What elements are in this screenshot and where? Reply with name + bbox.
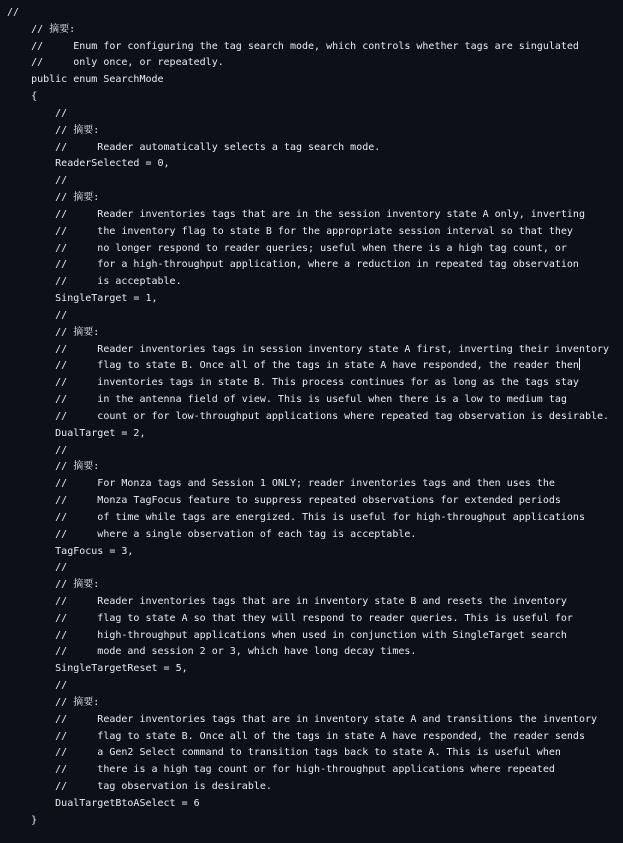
code-line-text: TagFocus = 3,	[7, 545, 134, 557]
code-line-text: // 摘要:	[7, 23, 76, 35]
code-line-text: ReaderSelected = 0,	[7, 158, 170, 170]
code-line[interactable]	[0, 779, 623, 796]
code-line-text: // 摘要:	[7, 192, 100, 204]
code-line[interactable]	[0, 392, 623, 409]
code-line[interactable]	[0, 224, 623, 241]
code-line-text: // high-throughput applications when used in conjunction with SingleTarget search	[7, 629, 567, 641]
code-line[interactable]	[0, 459, 623, 476]
code-line-text: }	[7, 814, 38, 826]
code-line[interactable]	[0, 140, 623, 157]
code-line[interactable]	[0, 342, 623, 359]
code-line-text: // no longer respond to reader queries; useful when there is a high tag count, or	[7, 242, 567, 254]
code-line-text: // count or for low-throughput applications where repeated tag observation is desirable.	[7, 410, 610, 422]
code-line[interactable]	[0, 5, 623, 22]
code-line[interactable]	[0, 813, 623, 830]
code-line-text: // in the antenna field of view. This is useful when there is a low to medium tag	[7, 394, 567, 406]
code-line-text: DualTarget = 2,	[7, 427, 146, 439]
code-line[interactable]	[0, 72, 623, 89]
code-line-text: // Reader inventories tags that are in the session inventory state A only, inverting	[7, 208, 585, 220]
code-line[interactable]	[0, 358, 623, 375]
code-line-text: //	[7, 680, 68, 692]
code-line-text: //	[7, 562, 68, 574]
code-line-text: //	[7, 444, 68, 456]
code-line-text: // 摘要:	[7, 124, 100, 136]
code-line[interactable]	[0, 493, 623, 510]
code-line-text: // For Monza tags and Session 1 ONLY; reader inventories tags and then uses the	[7, 478, 555, 490]
code-line-text: // Reader inventories tags in session inventory state A first, inverting their inventory	[7, 343, 610, 355]
code-line-text: // for a high-throughput application, where a reduction in repeated tag observation	[7, 259, 579, 271]
code-line[interactable]	[0, 22, 623, 39]
code-line[interactable]	[0, 762, 623, 779]
code-line[interactable]	[0, 611, 623, 628]
code-line[interactable]	[0, 476, 623, 493]
code-line-text: //	[7, 309, 68, 321]
code-line[interactable]	[0, 106, 623, 123]
code-line-text: // flag to state B. Once all of the tags in state A have responded, the reader sends	[7, 730, 585, 742]
code-line-text: // only once, or repeatedly.	[7, 57, 224, 69]
code-line-text: // Reader inventories tags that are in inventory state B and resets the inventory	[7, 595, 567, 607]
code-line[interactable]	[0, 796, 623, 813]
code-line-text: // inventories tags in state B. This process continues for as long as the tags stay	[7, 377, 579, 389]
code-line-text: //	[7, 175, 68, 187]
code-line[interactable]	[0, 678, 623, 695]
code-line[interactable]	[0, 712, 623, 729]
code-line[interactable]	[0, 443, 623, 460]
code-line-text: // 摘要:	[7, 461, 100, 473]
code-line[interactable]	[0, 55, 623, 72]
code-line[interactable]	[0, 257, 623, 274]
code-line-text: // of time while tags are energized. This is useful for high-throughput applications	[7, 511, 585, 523]
code-line[interactable]	[0, 241, 623, 258]
code-line-text: public enum SearchMode	[7, 74, 164, 86]
code-line-text: // 摘要:	[7, 579, 100, 591]
code-line-text: SingleTarget = 1,	[7, 293, 158, 305]
code-line-text: // a Gen2 Select command to transition tags back to state A. This is useful when	[7, 747, 561, 759]
code-line-text: // Reader automatically selects a tag search mode.	[7, 141, 381, 153]
code-line-text: // mode and session 2 or 3, which have long decay times.	[7, 646, 417, 658]
code-line[interactable]	[0, 207, 623, 224]
code-line-text: SingleTargetReset = 5,	[7, 663, 188, 675]
code-line-text: // Reader inventories tags that are in inventory state A and transitions the inventory	[7, 713, 598, 725]
code-line-text: //	[7, 7, 20, 18]
code-line[interactable]	[0, 695, 623, 712]
code-line[interactable]	[0, 644, 623, 661]
code-line[interactable]	[0, 544, 623, 561]
code-line-text: // is acceptable.	[7, 276, 182, 288]
code-line[interactable]	[0, 274, 623, 291]
code-line[interactable]	[0, 661, 623, 678]
code-line-text: DualTargetBtoASelect = 6	[7, 797, 200, 809]
code-line[interactable]	[0, 426, 623, 443]
text-caret	[579, 358, 580, 370]
code-line-text: // the inventory flag to state B for the appropriate session interval so that they	[7, 225, 573, 237]
code-line-text: // tag observation is desirable.	[7, 781, 272, 793]
code-line-text: // 摘要:	[7, 326, 100, 338]
code-line-text: // where a single observation of each tag is acceptable.	[7, 528, 417, 540]
code-line-text: {	[7, 91, 38, 103]
code-line[interactable]	[0, 527, 623, 544]
code-line-text: // flag to state B. Once all of the tags in state A have responded, the reader then	[7, 360, 579, 372]
code-line[interactable]	[0, 123, 623, 140]
code-line-text: // Enum for configuring the tag search mode, which controls whether tags are singulated	[7, 40, 579, 52]
code-line[interactable]	[0, 39, 623, 56]
code-line-text: // there is a high tag count or for high-throughput applications where repeated	[7, 764, 555, 776]
code-line[interactable]	[0, 510, 623, 527]
code-line[interactable]	[0, 325, 623, 342]
code-line[interactable]	[0, 89, 623, 106]
code-line[interactable]	[0, 173, 623, 190]
code-line[interactable]	[0, 745, 623, 762]
code-line[interactable]	[0, 628, 623, 645]
code-line[interactable]	[0, 560, 623, 577]
code-line[interactable]	[0, 291, 623, 308]
code-line[interactable]	[0, 409, 623, 426]
code-line[interactable]	[0, 375, 623, 392]
code-line[interactable]	[0, 156, 623, 173]
code-line[interactable]	[0, 594, 623, 611]
code-line-text: //	[7, 107, 68, 119]
code-line[interactable]	[0, 577, 623, 594]
code-line[interactable]	[0, 190, 623, 207]
code-line-text: // flag to state A so that they will respond to reader queries. This is useful for	[7, 612, 573, 624]
code-line-text: // 摘要:	[7, 696, 100, 708]
code-line[interactable]	[0, 729, 623, 746]
code-line[interactable]	[0, 308, 623, 325]
code-line-text: // Monza TagFocus feature to suppress repeated observations for extended periods	[7, 495, 561, 507]
